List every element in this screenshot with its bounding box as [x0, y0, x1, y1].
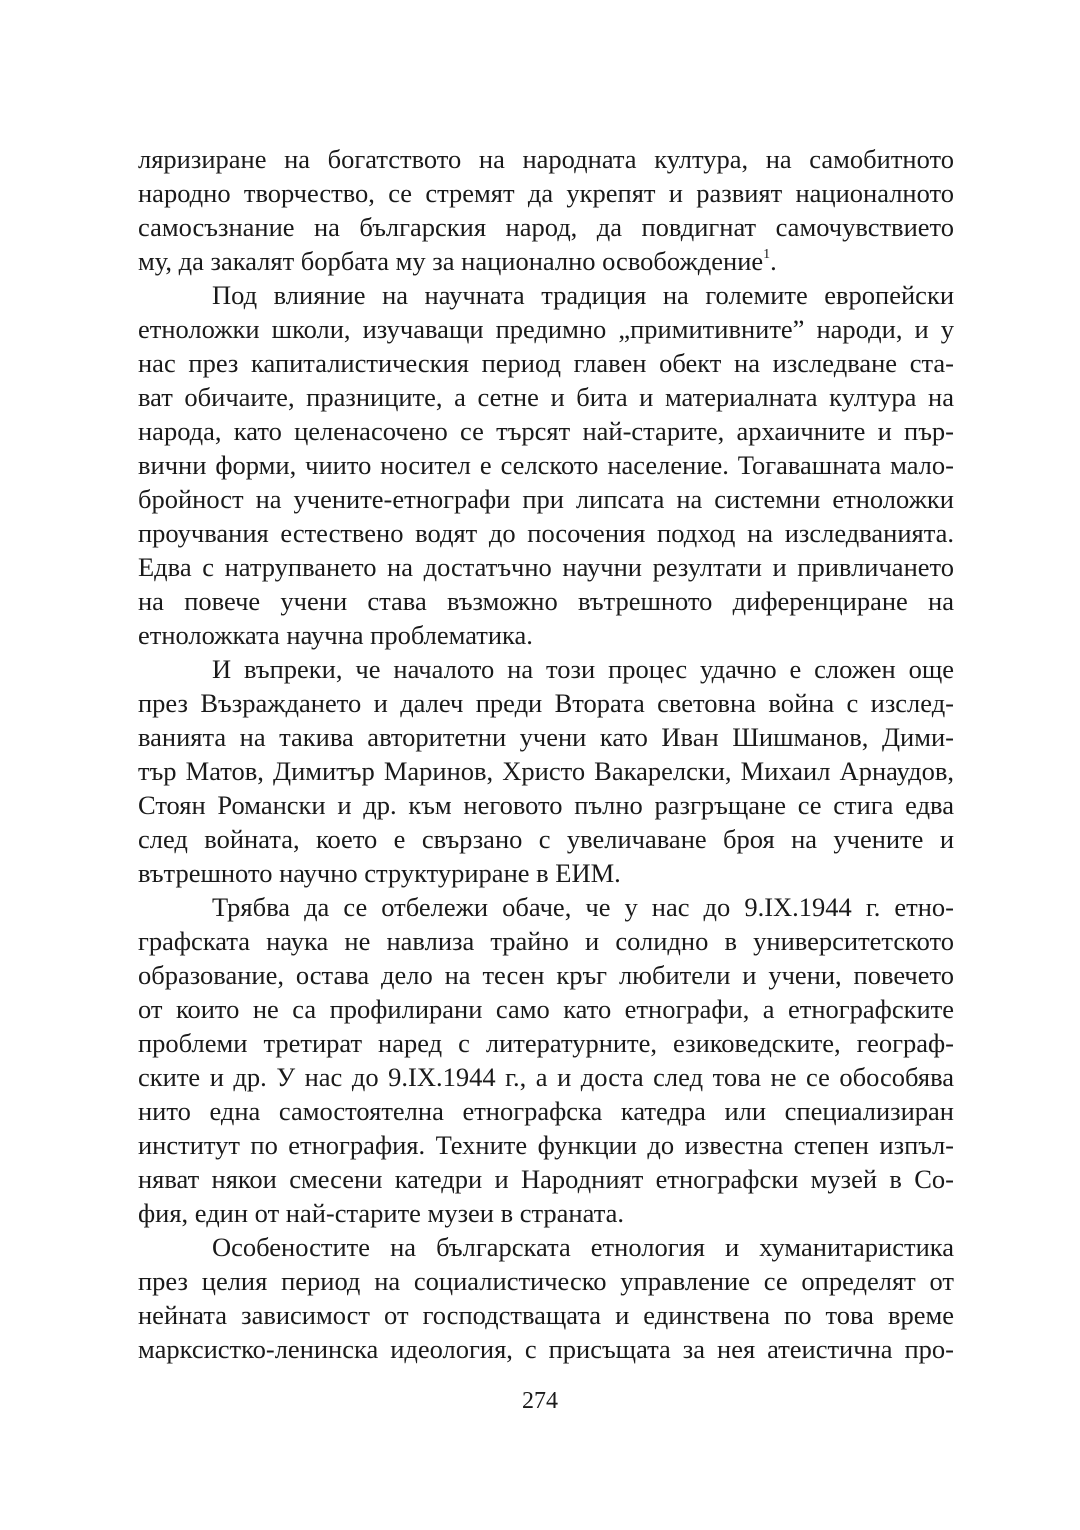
text-line: Особеностите на българската етнология и хуманитаристика — [212, 1232, 954, 1262]
text-line: през Възраждането и далеч преди Втората световна война с изслед- — [138, 688, 954, 718]
text-line: няват някои смесени катедри и Народният етнографски музей в Со- — [138, 1164, 954, 1194]
text-line: самосъзнание на българския народ, да повдигнат самочувствието — [138, 212, 954, 242]
text-line: народно творчество, се стремят да укрепят и развият националното — [138, 178, 954, 208]
text-line: Едва с натрупването на достатъчно научни резултати и привличането — [138, 552, 954, 582]
text-line: проучвания естествено водят до посочения подход на изследванията. — [138, 518, 954, 548]
text-line: фия, един от най-старите музеи в страната. — [138, 1198, 624, 1228]
page-number: 274 — [522, 1388, 558, 1414]
text-line: етноложки школи, изучаващи предимно „примитивните” народи, и у — [138, 314, 954, 344]
text-line: от които не са профилирани само като етнографи, а етнографските — [138, 994, 954, 1024]
text-line: на повече учени става възможно вътрешното диференциране на — [138, 586, 954, 616]
text-line: нейната зависимост от господстващата и единствена по това време — [138, 1300, 954, 1330]
body-text — [138, 142, 954, 1366]
text-line: проблеми третират наред с литературните, езиковедските, географ- — [138, 1028, 954, 1058]
text-line: Стоян Романски и др. към неговото пълно разгръщане се стига едва — [138, 790, 954, 820]
paragraph — [138, 1230, 954, 1366]
text-line: бройност на учените-етнографи при липсата на системни етноложки — [138, 484, 954, 514]
text-line: ват обичаите, празниците, а сетне и бита и материалната култура на — [138, 382, 954, 412]
paragraph — [138, 278, 954, 652]
text-line: след войната, което е свързано с увеличаване броя на учените и — [138, 824, 954, 854]
paragraph — [138, 890, 954, 1230]
text-line: Под влияние на научната традиция на големите европейски — [212, 280, 954, 310]
text-line: институт по етнография. Техните функции до известна степен изпъл- — [138, 1130, 954, 1160]
text-line: марксистко-ленинска идеология, с присъщата за нея атеистична про- — [138, 1334, 954, 1364]
text-line: тър Матов, Димитър Маринов, Христо Вакарелски, Михаил Арнаудов, — [138, 756, 954, 786]
footnote-reference: 1 — [763, 247, 771, 262]
paragraph — [138, 142, 954, 278]
text-line: етноложката научна проблематика. — [138, 620, 533, 650]
text-line: вътрешното научно структуриране в ЕИМ. — [138, 858, 621, 888]
text-line: ванията на такива авторитетни учени като Иван Шишманов, Дими- — [138, 722, 954, 752]
text-line: народа, като целенасочено се търсят най-старите, архаичните и пър- — [138, 416, 954, 446]
text-line: Трябва да се отбележи обаче, че у нас до 9.IX.1944 г. етно- — [212, 892, 954, 922]
text-line: му, да закалят борбата му за национално освобождение$^1$. — [138, 246, 777, 276]
text-line: ските и др. У нас до 9.IX.1944 г., а и доста след това не се обособява — [138, 1062, 954, 1092]
text-line: вични форми, чиито носител е селското население. Тогавашната мало- — [138, 450, 954, 480]
text-line: нито една самостоятелна етнографска катедра или специализиран — [138, 1096, 954, 1126]
text-line: нас през капиталистическия период главен обект на изследване ста- — [138, 348, 954, 378]
text-line: образование, остава дело на тесен кръг любители и учени, повечето — [138, 960, 954, 990]
footnote-tail-punctuation: . — [770, 246, 777, 276]
text-line: графската наука не навлиза трайно и солидно в университетското — [138, 926, 954, 956]
text-line: през целия период на социалистическо управление се определят от — [138, 1266, 954, 1296]
text-line: ляризиране на богатството на народната култура, на самобитното — [138, 144, 954, 174]
text-line: И въпреки, че началото на този процес удачно е сложен още — [212, 654, 954, 684]
paragraph — [138, 652, 954, 890]
